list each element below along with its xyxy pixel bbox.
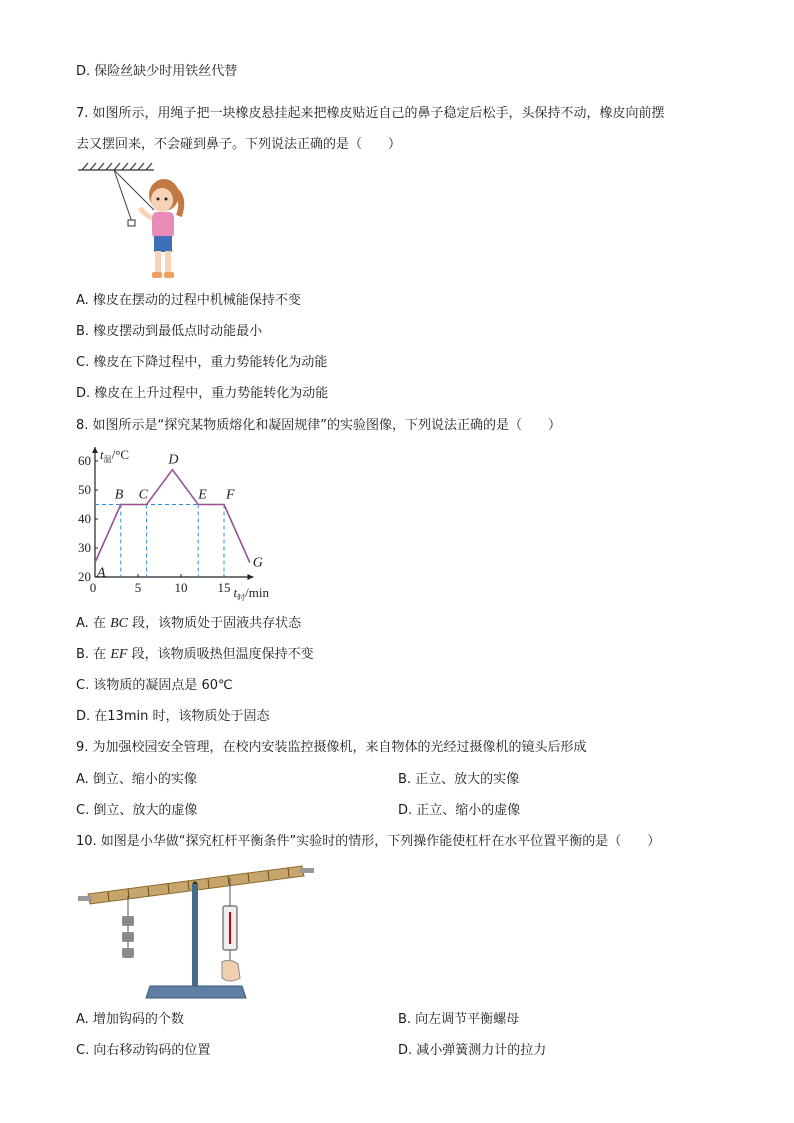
y-axis-label: $t_温/^\circ C$ <box>100 447 130 464</box>
x-tick-label: 10 <box>174 580 188 595</box>
y-tick-label: 30 <box>78 540 91 555</box>
y-tick-label: 50 <box>78 482 91 497</box>
q8-option-b-var: EF <box>110 647 128 662</box>
y-tick-label: 60 <box>78 453 91 468</box>
q8-option-a <box>76 615 301 633</box>
point-label-E: E <box>198 487 207 503</box>
q9-option-a: A. 倒立、缩小的实像 <box>76 772 197 787</box>
ceiling-hatch <box>78 163 154 170</box>
q8-option-b-prefix: B. 在 <box>76 647 111 662</box>
point-label-G: G <box>252 555 263 571</box>
point-label-F: F <box>226 487 235 503</box>
q9-option-d: D. 正立、缩小的虚像 <box>398 803 521 818</box>
x-axis-arrow <box>248 574 254 580</box>
q10-option-d: D. 减小弹簧测力计的拉力 <box>398 1043 547 1058</box>
q10-stem: 10. 如图是小华做“探究杠杆平衡条件”实验时的情形，下列操作能使杠杆在水平位置平衡的是（ ） <box>76 834 661 849</box>
hook-weights <box>122 896 134 958</box>
point-label-C: C <box>138 487 148 503</box>
q10-option-c: C. 向右移动钩码的位置 <box>76 1043 211 1058</box>
q8-stem: 8. 如图所示是“探究某物质熔化和凝固规律”的实验图像，下列说法正确的是（ ） <box>76 418 562 433</box>
x-axis-label: $t_时/\min$ <box>233 585 269 602</box>
q8-option-b-suffix: 段，该物质吸热但温度保持不变 <box>127 647 314 662</box>
spring-scale <box>222 878 240 981</box>
x-tick-label: 5 <box>134 580 142 595</box>
girl-illustration <box>140 179 181 278</box>
q7-pendulum-figure <box>74 160 194 285</box>
q9-option-c: C. 倒立、放大的虚像 <box>76 803 198 818</box>
q7-option-b: B. 橡皮摆动到最低点时动能最小 <box>76 324 263 339</box>
q7-stem-line1: 7. 如图所示，用绳子把一块橡皮悬挂起来把橡皮贴近自己的鼻子稳定后松手，头保持不动，橡皮向前摆 <box>76 106 665 121</box>
y-tick-label: 40 <box>78 511 91 526</box>
point-label-B: B <box>114 487 124 503</box>
pendulum-string-swing <box>114 170 154 210</box>
point-label-D: D <box>168 452 179 468</box>
q8-option-a-prefix: A. 在 <box>76 616 111 631</box>
y-axis-arrow <box>92 447 98 453</box>
q8-temperature-time-chart <box>70 445 310 605</box>
q7-option-c: C. 橡皮在下降过程中，重力势能转化为动能 <box>76 355 328 370</box>
q8-option-d: D. 在13min 时，该物质处于固态 <box>76 709 270 724</box>
q8-option-a-suffix: 段，该物质处于固液共存状态 <box>127 616 302 631</box>
eraser <box>128 220 135 226</box>
point-label-A: A <box>97 565 106 581</box>
q7-stem-line2: 去又摆回来，不会碰到鼻子。下列说法正确的是（ ） <box>76 137 402 152</box>
q7-option-d: D. 橡皮在上升过程中，重力势能转化为动能 <box>76 386 329 401</box>
q10-lever-figure <box>74 856 324 1004</box>
q8-option-a-var: BC <box>110 616 128 631</box>
temperature-line <box>95 470 250 563</box>
x-tick-label: 0 <box>89 580 97 595</box>
q10-option-a: A. 增加钩码的个数 <box>76 1012 184 1027</box>
x-tick-label: 15 <box>217 580 231 595</box>
pendulum-string <box>114 170 132 222</box>
q9-option-b: B. 正立、放大的实像 <box>398 772 520 787</box>
y-tick-label: 20 <box>78 569 91 584</box>
q6-option-d: D. 保险丝缺少时用铁丝代替 <box>76 64 238 79</box>
q9-stem: 9. 为加强校园安全管理，在校内安装监控摄像机，来自物体的光经过摄像机的镜头后形成 <box>76 740 587 755</box>
q8-option-b <box>76 646 314 664</box>
q8-option-c: C. 该物质的凝固点是 60℃ <box>76 678 233 693</box>
q7-option-a: A. 橡皮在摆动的过程中机械能保持不变 <box>76 293 301 308</box>
q10-option-b: B. 向左调节平衡螺母 <box>398 1012 520 1027</box>
